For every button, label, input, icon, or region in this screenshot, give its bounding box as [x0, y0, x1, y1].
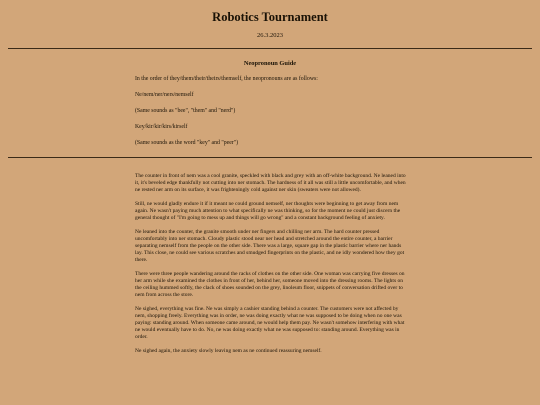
story-paragraph: There were three people wandering around the racks of clothes on the other side. One woman was carrying five dresses on her arm while she examined the clothes in front of her, behind her, someone moved into the dressing rooms. The lights on the ceiling hummed softly, the clack of shoes sounded on the grey, linoleum floor, snippets of conversation drifted over to nem from across the store.: [135, 271, 405, 298]
story-body: [135, 173, 407, 362]
guide-intro: In the order of they/them/their/theirs/themself, the neopronouns are as follows:: [135, 76, 318, 82]
guide-title: Neopronoun Guide: [243, 60, 297, 67]
guide-key-set: Key/kir/kir/kirs/kirself: [135, 124, 188, 130]
guide-ne-note: (Same sounds as "bee", "them" and "nerd"): [135, 108, 236, 114]
guide-ne-set: Ne/nem/ner/ners/nemself: [135, 92, 194, 98]
story-paragraph: Ne sighed, everything was fine. Ne was simply a cashier standing behind a counter. The customers were not affected by nem, shopping freely. Everything was in order, ne was doing exactly what ne was supposed to be doing when no one was paying: standing around. When someone came around, ne would help them pay. Ne wasn't somehow interfering with what ne would eventually have to do. No, ne was doing exactly what ne was supposed to: standing around. Everything was in order.: [135, 306, 405, 340]
story-paragraph: Ne leaned into the counter, the granite smooth under ner fingers and chilling ner arm. The hard counter pressed uncomfortably into ner stomach. Cloudy plastic stood near ner head and stretched around the entire counter, a barrier separating nemself from the people on the other side. There was a large, square gap in the plastic barrier where ner hands lay. This close, ne could see various scratches and smudged fingerprints on the plastic, and ne idly wondered how they got there.: [135, 229, 405, 263]
guide-key-note: (Same sounds as the word "key" and "peer"): [135, 140, 238, 146]
guide-divider: [8, 157, 532, 158]
page-title: Robotics Tournament: [212, 10, 328, 24]
post-date: 26.3.2023: [257, 32, 283, 39]
top-divider: [8, 48, 532, 49]
story-paragraph: The counter in front of nem was a cool granite, speckled with black and grey with an off-white background. Ne leaned into it, it's beveled edge thankfully not cutting into ner stomach. The hardness of it all was still a little uncomfortable, and when ne rested ner arm on its surface, it was frighteningly cold against ner skin (sweaters were not allowed).: [135, 173, 406, 193]
story-paragraph: Ne sighed again, the anxiety slowly leaving nem as ne continued reassuring nemself.: [135, 348, 322, 354]
story-paragraph: Still, ne would gladly endure it if it meant ne could ground nemself, ner thoughts were beginning to get away from nem again. Ne wasn't paying much attention to what specifically ne was thinking, so for the moment ne could just discern the general thought of "I'm going to mess up and things will go wrong" and a constant background feeling of anxiety.: [135, 201, 401, 221]
